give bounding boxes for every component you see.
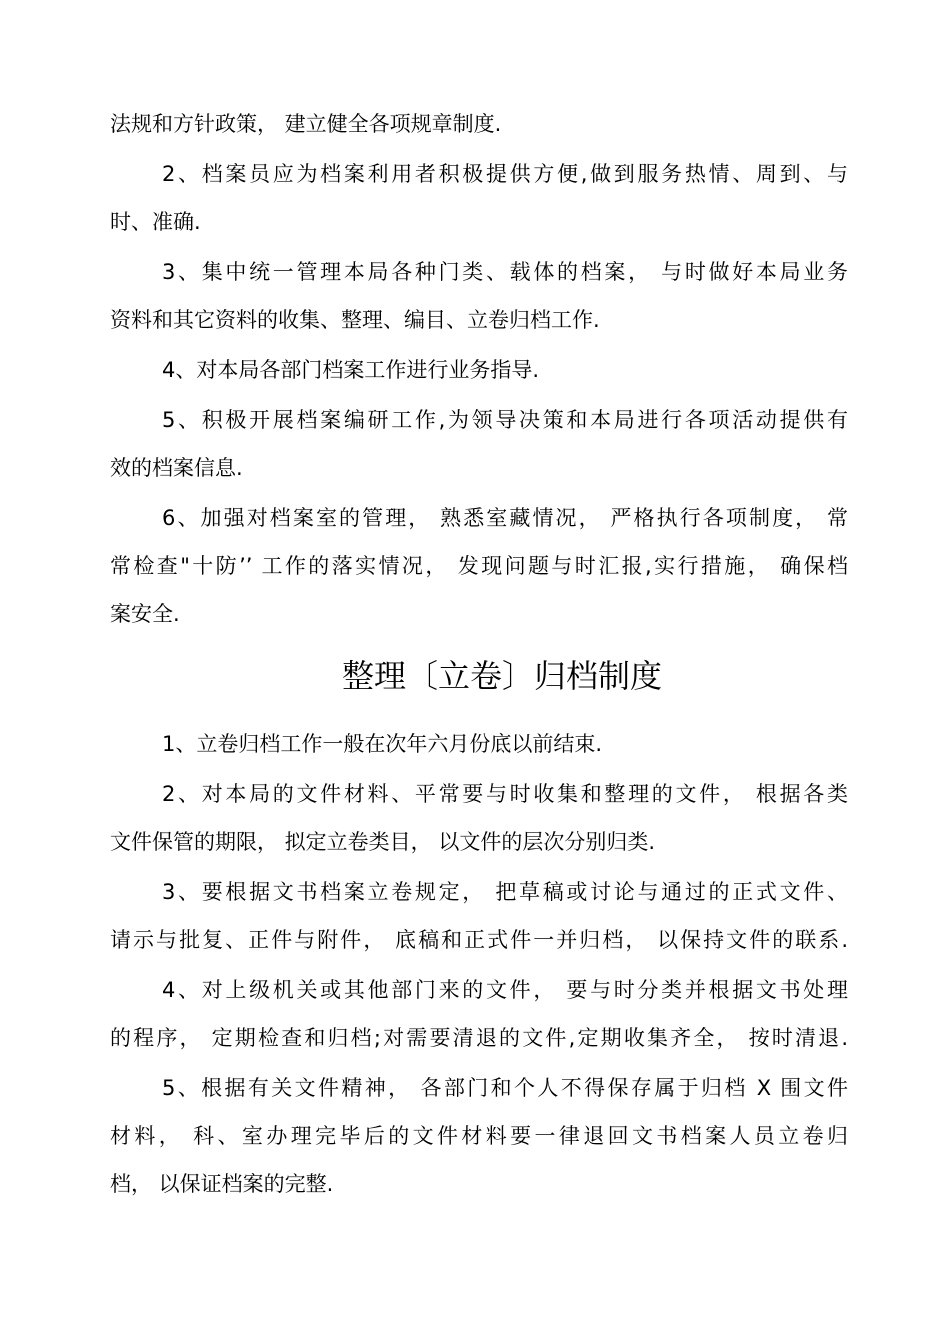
section-title: 整理〔立卷〕归档制度: [341, 657, 662, 695]
paragraph-line: 文件保管的期限， 拟定立卷类目， 以文件的层次分别归类.: [110, 830, 656, 854]
paragraph-line: 材料， 科、室办理完毕后的文件材料要一律退回文书档案人员立卷归: [110, 1124, 848, 1148]
paragraph-line: 资料和其它资料的收集、整理、编目、立卷归档工作.: [110, 308, 600, 332]
paragraph-line: 3、要根据文书档案立卷规定， 把草稿或讨论与通过的正式文件、: [162, 880, 848, 904]
paragraph-line: 3、集中统一管理本局各种门类、载体的档案， 与时做好本局业务: [162, 260, 848, 284]
paragraph-line: 5、根据有关文件精神， 各部门和个人不得保存属于归档 X 围文件: [162, 1076, 848, 1100]
paragraph-line: 1、立卷归档工作一般在次年六月份底以前结束.: [162, 732, 603, 756]
paragraph-line: 2、档案员应为档案利用者积极提供方便,做到服务热情、周到、与: [162, 162, 848, 186]
document-page: [110, 100, 848, 1208]
paragraph-line: 时、准确.: [110, 210, 201, 234]
paragraph-line: 4、对本局各部门档案工作进行业务指导.: [162, 358, 540, 382]
paragraph-line: 常检查"十防’’ 工作的落实情况， 发现问题与时汇报,实行措施， 确保档: [110, 554, 848, 578]
paragraph-line: 请示与批复、正件与附件， 底稿和正式件一并归档， 以保持文件的联系.: [110, 928, 848, 952]
paragraph-line: 6、加强对档案室的管理， 熟悉室藏情况， 严格执行各项制度， 常: [162, 506, 848, 530]
paragraph-line: 5、积极开展档案编研工作,为领导决策和本局进行各项活动提供有: [162, 408, 848, 432]
paragraph-line: 法规和方针政策， 建立健全各项规章制度.: [110, 112, 502, 136]
paragraph-line: 档， 以保证档案的完整.: [110, 1172, 334, 1196]
paragraph-line: 4、对上级机关或其他部门来的文件， 要与时分类并根据文书处理: [162, 978, 848, 1002]
paragraph-line: 的程序， 定期检查和归档;对需要清退的文件,定期收集齐全， 按时清退.: [110, 1026, 848, 1050]
paragraph-line: 案安全.: [110, 602, 180, 626]
paragraph-line: 效的档案信息.: [110, 456, 243, 480]
paragraph-line: 2、对本局的文件材料、平常要与时收集和整理的文件， 根据各类: [162, 782, 848, 806]
